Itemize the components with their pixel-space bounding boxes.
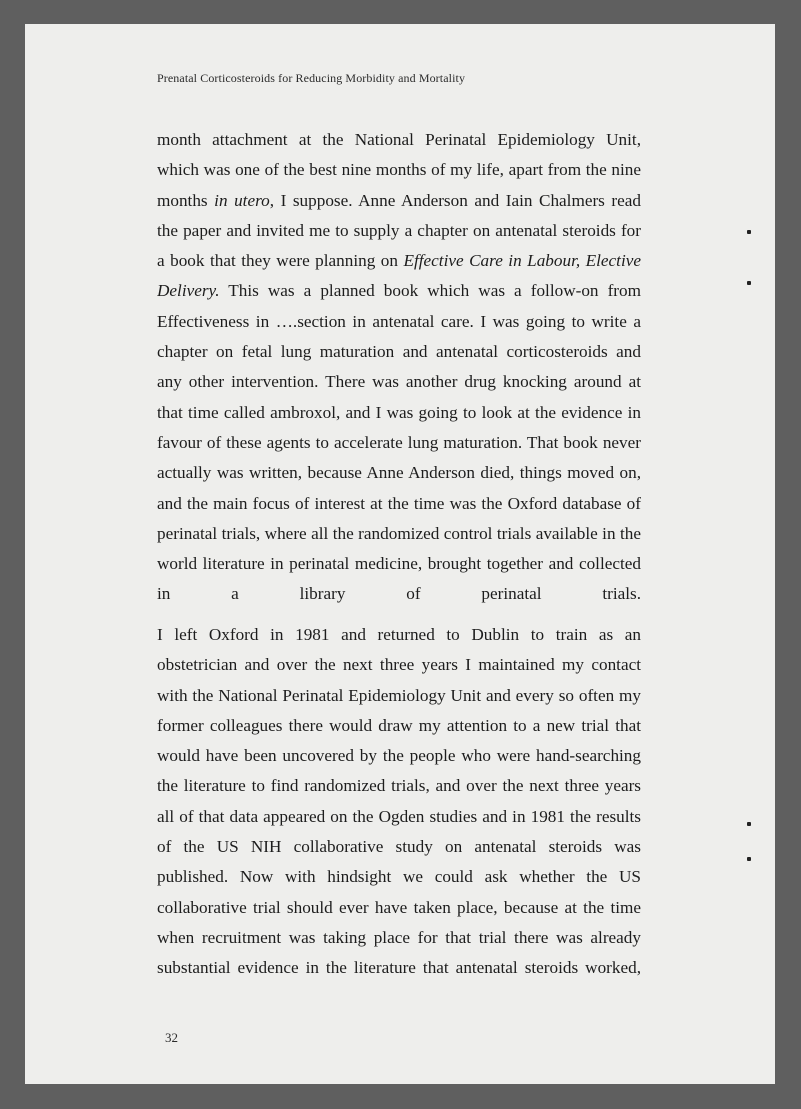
italic-text: Effective Care in Labour, Elective <box>403 251 641 271</box>
running-head: Prenatal Corticosteroids for Reducing Morbidity and Mortality <box>157 71 466 85</box>
text-line: world literature in perinatal medicine, brought together and collected <box>157 554 641 574</box>
text-line: when recruitment was taking place for that trial there was already <box>157 927 641 947</box>
scan-mark <box>747 857 751 861</box>
paragraph-2 <box>157 620 641 984</box>
text-line: the paper and invited me to supply a chapter on antenatal steroids for <box>157 220 641 240</box>
text-line: collaborative trial should ever have taken place, because at the time <box>157 897 641 917</box>
text-line: favour of these agents to accelerate lung maturation. That book never <box>157 432 641 452</box>
italic-text: in utero <box>214 190 270 210</box>
text-line: and the main focus of interest at the time was the Oxford database of <box>157 493 641 513</box>
text-line: all of that data appeared on the Ogden studies and in 1981 the results <box>157 806 641 826</box>
text-line: the literature to find randomized trials, and over the next three years <box>157 776 641 796</box>
page-number: 32 <box>165 1030 178 1045</box>
text-line: substantial evidence in the literature that antenatal steroids worked, <box>157 958 641 978</box>
text-line: that time called ambroxol, and I was going to look at the evidence in <box>157 402 641 422</box>
text-line: Delivery. This was a planned book which was a follow-on from <box>157 281 641 301</box>
text-line: perinatal trials, where all the randomized control trials available in the <box>157 523 641 543</box>
text-line: Effectiveness in ….section in antenatal care. I was going to write a <box>157 311 641 331</box>
text-line: with the National Perinatal Epidemiology Unit and every so often my <box>157 685 641 705</box>
text-line: which was one of the best nine months of my life, apart from the nine <box>157 160 641 180</box>
scan-mark <box>747 281 751 285</box>
text-line: of the US NIH collaborative study on antenatal steroids was <box>157 837 641 857</box>
text-line: obstetrician and over the next three years I maintained my contact <box>157 655 641 675</box>
scan-mark <box>747 230 751 234</box>
italic-text: Delivery. <box>157 281 220 301</box>
text-line: chapter on fetal lung maturation and antenatal corticosteroids and <box>157 342 641 362</box>
text-line: months in utero, I suppose. Anne Anderson and Iain Chalmers read <box>157 190 641 210</box>
text-line: actually was written, because Anne Anderson died, things moved on, <box>157 463 641 483</box>
text-line: published. Now with hindsight we could ask whether the US <box>157 867 641 887</box>
scan-mark <box>747 822 751 826</box>
text-line: a book that they were planning on Effective Care in Labour, Elective <box>157 251 641 271</box>
text-line: month attachment at the National Perinatal Epidemiology Unit, <box>157 130 641 149</box>
text-line: former colleagues there would draw my attention to a new trial that <box>157 715 641 735</box>
text-line: I left Oxford in 1981 and returned to Dublin to train as an <box>157 625 641 644</box>
text-line: in a library of perinatal trials. <box>157 584 641 604</box>
text-line: would have been uncovered by the people who were hand-searching <box>157 746 641 766</box>
paragraph-1 <box>157 125 641 610</box>
text-line: any other intervention. There was another drug knocking around at <box>157 372 641 392</box>
